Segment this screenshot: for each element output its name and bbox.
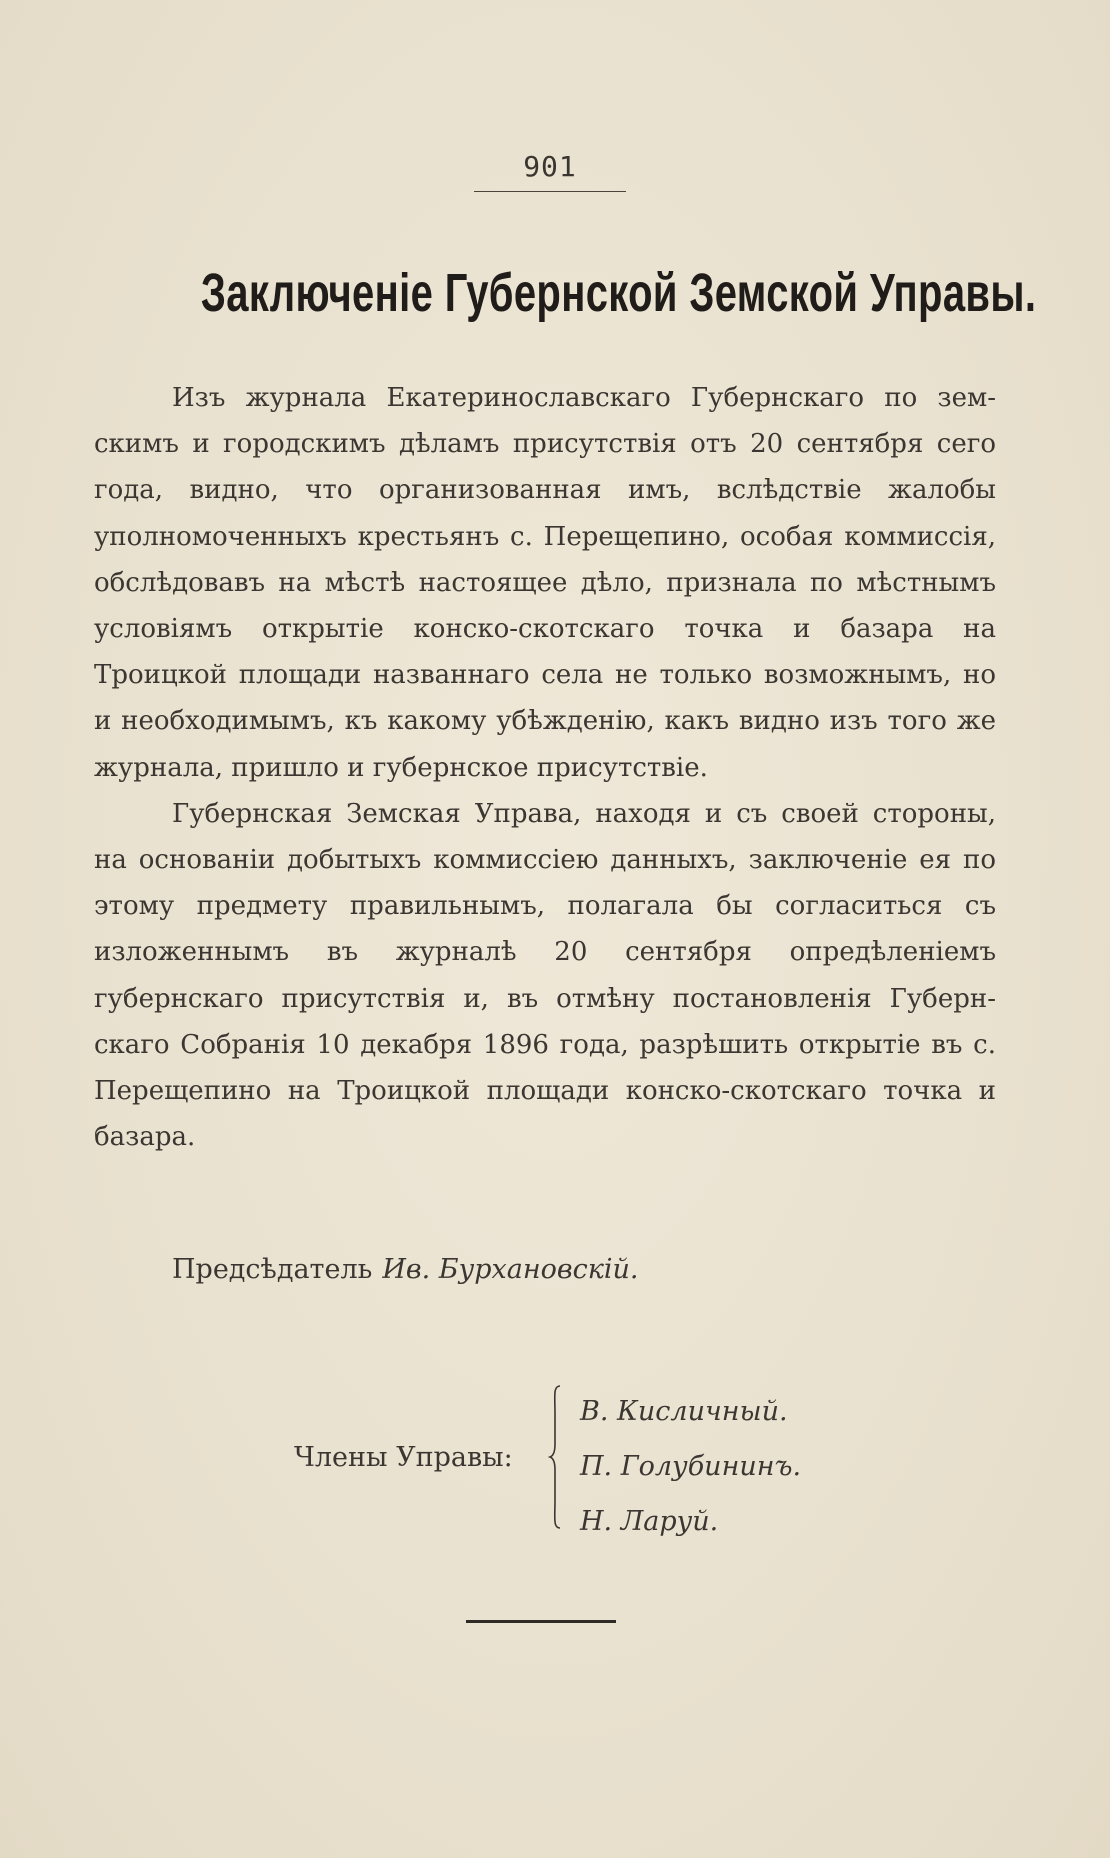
member-name: Н. Ларуй. — [580, 1506, 719, 1537]
members-list — [580, 1384, 801, 1549]
chairman-name: Ив. Бурхановскій. — [382, 1254, 639, 1285]
curly-brace — [548, 1384, 562, 1530]
body-text — [94, 375, 996, 1160]
paragraph-1: Изъ журнала Екатеринославскаго Губернскаго по земскимъ и городскимъ дѣламъ присутствія отъ 20 сентября сего года, видно, что организованная имъ, вслѣдствіе жалобы уполномоченныхъ крестьянъ с. Перещепино, особая коммиссія, обслѣдовавъ на мѣстѣ настоящее дѣло, признала по мѣстнымъ условіямъ открытіе конско-скотскаго точка и базара на Троицкой площади названнаго села не только возможнымъ, но и необходимымъ, къ какому убѣжденію, какъ видно изъ того же журнала, пришло и губернское присутствіе. — [94, 383, 996, 783]
chairman-signature — [172, 1254, 638, 1285]
member-name: П. Голубининъ. — [580, 1451, 802, 1482]
members-label: Члены Управы: — [294, 1442, 513, 1473]
chairman-role: Предсѣдатель — [172, 1254, 373, 1285]
page-number: 901 — [523, 150, 577, 183]
end-rule — [466, 1620, 616, 1623]
member-name: В. Кисличный. — [580, 1396, 788, 1427]
document-title: Заключеніе Губернской Земской Управы. — [200, 263, 1037, 323]
paragraph-2: Губернская Земская Управа, находя и съ своей стороны, на основаніи добытыхъ коммиссіею данныхъ, заключеніе ея по этому предмету правильнымъ, полагала бы согласиться съ изложеннымъ въ журналѣ 20 сентября опредѣленіемъ губернскаго присутствія и, въ отмѣну постановленія Губернскаго Собранія 10 декабря 1896 года, разрѣшить открытіе въ с. Перещепино на Троицкой площади конско-скотскаго точка и базара. — [94, 798, 996, 1153]
page-number-rule — [474, 191, 626, 192]
